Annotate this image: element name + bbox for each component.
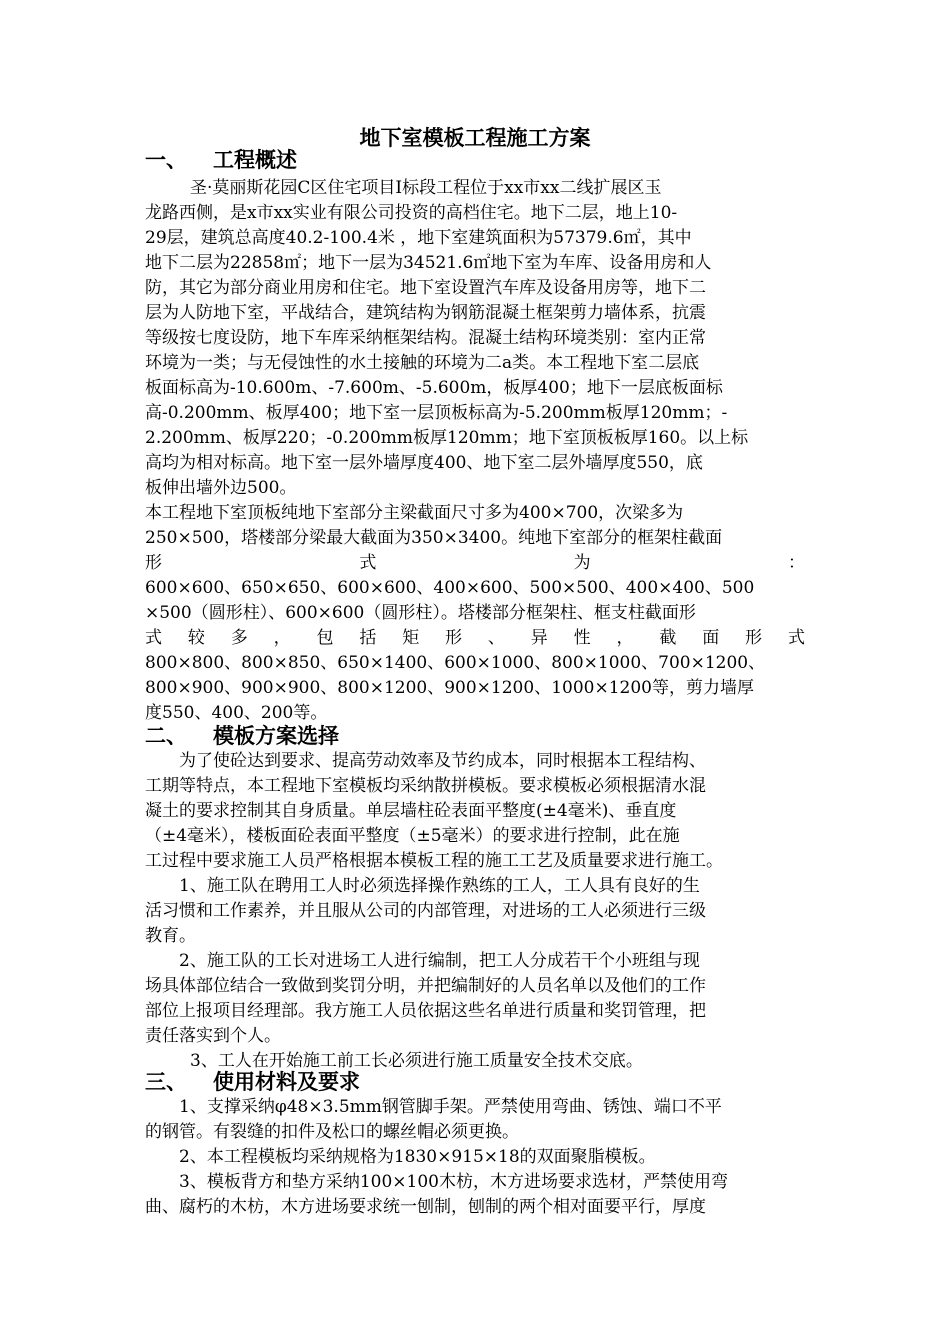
paragraph-line: 1、施工队在聘用工人时必须选择操作熟练的工人，工人具有良好的生 xyxy=(179,876,700,896)
paragraph-line: 3、模板背方和垫方采纳100×100木枋，木方进场要求选材，严禁使用弯 xyxy=(179,1172,728,1192)
section-heading xyxy=(145,722,339,750)
paragraph-line: 活习惯和工作素养，并且服从公司的内部管理，对进场的工人必须进行三级 xyxy=(145,901,706,921)
section-title: 模板方案选择 xyxy=(213,724,339,748)
paragraph-line: 高均为相对标高。地下室一层外墙厚度400、地下室二层外墙厚度550，底 xyxy=(145,453,703,473)
paragraph-line: 层为人防地下室，平战结合，建筑结构为钢筋混凝土框架剪力墙体系，抗震 xyxy=(145,303,706,323)
paragraph-line: 2、施工队的工长对进场工人进行编制，把工人分成若干个小班组与现 xyxy=(179,951,700,971)
section-title: 使用材料及要求 xyxy=(213,1070,360,1094)
paragraph-line: ×500（圆形柱）、600×600（圆形柱）。塔楼部分框架柱、框支柱截面形 xyxy=(145,603,696,623)
paragraph-line: 本工程地下室顶板纯地下室部分主梁截面尺寸多为400×700，次梁多为 xyxy=(145,503,684,523)
paragraph-line: 1、支撑采纳φ48×3.5mm钢管脚手架。严禁使用弯曲、锈蚀、端口不平 xyxy=(179,1097,722,1117)
paragraph-line: 2.200mm、板厚220；-0.200mm板厚120mm；地下室顶板板厚160。以上标 xyxy=(145,428,749,448)
section-title: 工程概述 xyxy=(213,148,297,172)
section-number: 二、 xyxy=(145,724,187,748)
paragraph-line: 凝土的要求控制其自身质量。单层墙柱砼表面平整度(±4毫米)、垂直度 xyxy=(145,801,677,821)
paragraph-line: 等级按七度设防，地下车库采纳框架结构。混凝土结构环境类别：室内正常 xyxy=(145,328,706,348)
paragraph-line: 高-0.200mm、板厚400；地下室一层顶板标高为-5.200mm板厚120mm；- xyxy=(145,403,728,423)
paragraph-line: 部位上报项目经理部。我方施工人员依据这些名单进行质量和奖罚管理，把 xyxy=(145,1001,706,1021)
paragraph-line: 工过程中要求施工人员严格根据本模板工程的施工工艺及质量要求进行施工。 xyxy=(145,851,723,871)
paragraph-line: 为了使砼达到要求、提高劳动效率及节约成本，同时根据本工程结构、 xyxy=(179,751,706,771)
section-number: 一、 xyxy=(145,148,187,172)
paragraph-line: 工期等特点，本工程地下室模板均采纳散拼模板。要求模板必须根据清水混 xyxy=(145,776,706,796)
paragraph-line: 场具体部位结合一致做到奖罚分明，并把编制好的人员名单以及他们的工作 xyxy=(145,976,706,996)
paragraph-line: 800×800、800×850、650×1400、600×1000、800×1000、700×1200、 xyxy=(145,653,766,673)
section-number: 三、 xyxy=(145,1070,187,1094)
paragraph-line: 圣·莫丽斯花园C区住宅项目Ⅰ标段工程位于xx市xx二线扩展区玉 xyxy=(190,178,662,198)
paragraph-line: 龙路西侧，是x市xx实业有限公司投资的高档住宅。地下二层，地上10- xyxy=(145,203,678,223)
paragraph-line: 600×600、650×650、600×600、400×600、500×500、400×400、500 xyxy=(145,578,755,598)
paragraph-line: 形 式 为 ： xyxy=(145,553,805,573)
paragraph-line: 250×500，塔楼部分梁最大截面为350×3400。纯地下室部分的框架柱截面 xyxy=(145,528,723,548)
paragraph-line: 式 较 多 ， 包 括 矩 形 、 异 性 ， 截 面 形 式 xyxy=(145,628,805,648)
section-heading xyxy=(145,1068,360,1096)
paragraph-line: 地下二层为22858㎡；地下一层为34521.6㎡地下室为车库、设备用房和人 xyxy=(145,253,712,273)
paragraph-line: 2、本工程模板均采纳规格为1830×915×18的双面聚脂模板。 xyxy=(179,1147,656,1167)
paragraph-line: 度550、400、200等。 xyxy=(145,703,328,723)
paragraph-line: 教育。 xyxy=(145,926,196,946)
paragraph-line: （±4毫米），楼板面砼表面平整度（±5毫米）的要求进行控制，此在施 xyxy=(145,826,680,846)
paragraph-line: 曲、腐朽的木枋，木方进场要求统一刨制，刨制的两个相对面要平行，厚度 xyxy=(145,1197,706,1217)
document-title: 地下室模板工程施工方案 xyxy=(359,126,591,150)
paragraph-line: 800×900、900×900、800×1200、900×1200、1000×1200等，剪力墙厚 xyxy=(145,678,754,698)
paragraph-line: 3、工人在开始施工前工长必须进行施工质量安全技术交底。 xyxy=(190,1051,643,1071)
paragraph-line: 责任落实到个人。 xyxy=(145,1026,281,1046)
paragraph-line: 29层，建筑总高度40.2-100.4米 ，地下室建筑面积为57379.6㎡，其中 xyxy=(145,228,692,248)
paragraph-line: 的钢管。有裂缝的扣件及松口的螺丝帽必须更换。 xyxy=(145,1122,519,1142)
paragraph-line: 板伸出墙外边500。 xyxy=(145,478,297,498)
paragraph-line: 防，其它为部分商业用房和住宅。地下室设置汽车库及设备用房等，地下二 xyxy=(145,278,706,298)
section-heading xyxy=(145,146,297,174)
paragraph-line: 板面标高为-10.600m、-7.600m、-5.600m，板厚400；地下一层底板面标 xyxy=(145,378,723,398)
paragraph-line: 环境为一类；与无侵蚀性的水土接触的环境为二a类。本工程地下室二层底 xyxy=(145,353,700,373)
